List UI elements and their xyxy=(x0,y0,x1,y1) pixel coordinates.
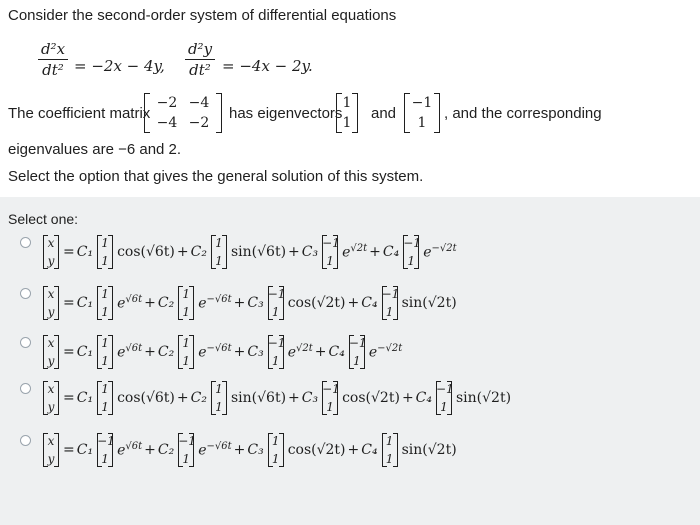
constant-c1: C₁ xyxy=(76,344,94,360)
vector-cell: 1 xyxy=(182,336,190,350)
solution-vector xyxy=(43,235,59,269)
question-prompt: Select the option that gives the general solution of this system. xyxy=(8,168,424,185)
function-term-3: cos(√2t) xyxy=(287,442,346,458)
vector-term-3 xyxy=(268,433,284,467)
vector-term-2 xyxy=(211,235,227,269)
option-expression: x y = C₁ −1 1 $e^{√6t}$ + C₂ −1 1 $e^{-√6t}$ + C₃ 1 1 cos(√2t) + C₄ 1 1 sin(√2t) xyxy=(40,431,458,469)
function-term-2: sin(√6t) xyxy=(230,390,287,406)
function-term-1: $e^{√6t}$ xyxy=(117,294,143,312)
eq2-derivative xyxy=(185,40,215,79)
eigenvector-cell: 1 xyxy=(417,115,427,131)
vector-term-2 xyxy=(178,433,194,467)
constant-c2: C₂ xyxy=(157,442,175,458)
vector-cell: 1 xyxy=(271,305,280,319)
coef-text-3: , and the corresponding xyxy=(444,105,602,122)
vector-cell: 1 xyxy=(440,400,448,414)
exponent: −√2t xyxy=(377,343,403,355)
vector-term-3 xyxy=(268,335,284,369)
vector-cell: 1 xyxy=(101,400,109,414)
eq1-rhs: = −2x − 4y, xyxy=(74,57,165,75)
constant-c2: C₂ xyxy=(157,295,175,311)
eq1-numerator: d²x xyxy=(40,40,66,58)
function-term-1: cos(√6t) xyxy=(117,390,175,406)
eigenvector-2 xyxy=(404,93,440,133)
matrix-cell: −4 xyxy=(188,95,210,111)
vector-cell: 1 xyxy=(215,254,223,268)
solution-vector xyxy=(43,381,59,415)
vector-cell: 1 xyxy=(352,354,361,368)
vector-cell: 1 xyxy=(101,382,109,396)
matrix-cell: −2 xyxy=(156,95,178,111)
constant-c1: C₁ xyxy=(76,295,94,311)
constant-c1: C₁ xyxy=(76,390,94,406)
vector-cell: −1 xyxy=(403,236,421,250)
option-expression: x y = C₁ 1 1 cos(√6t) + C₂ 1 1 sin(√6t) + C₃ −1 1 cos(√2t) + C₄ −1 1 sin(√2t) xyxy=(40,379,512,417)
exponent: √6t xyxy=(125,343,143,355)
matrix-cell: −2 xyxy=(188,115,210,131)
radio-button[interactable] xyxy=(20,237,31,248)
and-text: and xyxy=(371,105,397,122)
constant-c4: C₄ xyxy=(361,295,378,311)
vector-cell: 1 xyxy=(215,400,223,414)
constant-c4: C₄ xyxy=(415,390,432,406)
coefficient-matrix xyxy=(144,93,222,133)
vector-term-1 xyxy=(97,335,113,369)
exponent: √2t xyxy=(350,243,368,255)
vector-term-4 xyxy=(403,235,419,269)
answer-option[interactable] xyxy=(20,233,690,271)
constant-c3: C₃ xyxy=(247,295,264,311)
vector-term-4 xyxy=(382,286,398,320)
vector-cell: −1 xyxy=(322,236,340,250)
eq2-numerator: d²y xyxy=(187,40,213,58)
vector-cell: y xyxy=(47,452,55,466)
exponent: −√6t xyxy=(206,441,232,453)
constant-c1: C₁ xyxy=(76,442,94,458)
exponent: √2t xyxy=(295,343,313,355)
vector-cell: 1 xyxy=(101,305,109,319)
solution-vector xyxy=(43,433,59,467)
vector-cell: 1 xyxy=(182,354,190,368)
vector-cell: 1 xyxy=(385,305,394,319)
function-term-4: sin(√2t) xyxy=(401,442,457,458)
vector-cell: 1 xyxy=(271,452,280,466)
exponent: √6t xyxy=(125,441,143,453)
radio-button[interactable] xyxy=(20,337,31,348)
matrix-cell: −4 xyxy=(156,115,178,131)
eigenvector-cell: 1 xyxy=(342,95,352,111)
option-expression: x y = C₁ 1 1 cos(√6t) + C₂ 1 1 sin(√6t) + C₃ −1 1 $e^{√2t}$ + C₄ −1 1 $e^{-√2t}$ xyxy=(40,233,458,271)
constant-c3: C₃ xyxy=(301,244,319,260)
vector-cell: −1 xyxy=(267,287,286,301)
function-term-3: cos(√2t) xyxy=(287,295,346,311)
eq1-derivative xyxy=(38,40,68,79)
vector-cell: y xyxy=(47,400,55,414)
vector-cell: 1 xyxy=(182,452,190,466)
vector-term-2 xyxy=(178,335,194,369)
constant-c3: C₃ xyxy=(247,344,264,360)
vector-term-1 xyxy=(97,433,113,467)
vector-cell: −1 xyxy=(348,336,367,350)
option-expression: x y = C₁ 1 1 $e^{√6t}$ + C₂ 1 1 $e^{-√6t}$ + C₃ −1 1 cos(√2t) + C₄ −1 1 sin(√2t) xyxy=(40,284,458,322)
vector-cell: −1 xyxy=(436,382,454,396)
vector-term-1 xyxy=(97,235,113,269)
function-term-4: $e^{-√2t}$ xyxy=(423,243,457,261)
function-term-3: cos(√2t) xyxy=(342,390,400,406)
vector-cell: 1 xyxy=(101,236,109,250)
vector-cell: 1 xyxy=(385,452,394,466)
coef-text-2: has eigenvectors xyxy=(229,105,343,122)
vector-cell: 1 xyxy=(326,254,334,268)
vector-cell: x xyxy=(47,287,55,301)
vector-term-1 xyxy=(97,286,113,320)
vector-cell: 1 xyxy=(407,254,416,268)
radio-button[interactable] xyxy=(20,435,31,446)
vector-cell: 1 xyxy=(271,434,280,448)
constant-c4: C₄ xyxy=(328,344,345,360)
eigenvalues-text: eigenvalues are −6 and 2. xyxy=(8,141,182,158)
vector-cell: x xyxy=(47,382,55,396)
vector-cell: −1 xyxy=(97,434,115,448)
vector-term-4 xyxy=(436,381,452,415)
vector-term-2 xyxy=(211,381,227,415)
vector-cell: x xyxy=(47,434,55,448)
vector-cell: 1 xyxy=(101,354,109,368)
vector-cell: 1 xyxy=(215,236,223,250)
exponent: −√6t xyxy=(206,294,232,306)
question-intro: Consider the second-order system of differential equations xyxy=(8,7,397,24)
answer-option[interactable] xyxy=(20,333,690,371)
vector-term-4 xyxy=(382,433,398,467)
vector-cell: 1 xyxy=(182,287,190,301)
answer-option[interactable] xyxy=(20,284,690,322)
constant-c2: C₂ xyxy=(190,390,207,406)
vector-cell: y xyxy=(47,254,55,268)
vector-cell: y xyxy=(47,354,55,368)
vector-cell: 1 xyxy=(101,336,109,350)
eigenvector-cell: 1 xyxy=(342,115,352,131)
function-term-1: $e^{√6t}$ xyxy=(117,441,143,459)
radio-button[interactable] xyxy=(20,288,31,299)
vector-term-4 xyxy=(349,335,365,369)
vector-cell: −1 xyxy=(178,434,196,448)
eq1-denominator: dt² xyxy=(42,61,64,79)
exponent: −√6t xyxy=(206,343,232,355)
vector-term-3 xyxy=(322,235,338,269)
constant-c1: C₁ xyxy=(76,244,94,260)
constant-c2: C₂ xyxy=(190,244,207,260)
vector-cell: 1 xyxy=(271,354,280,368)
function-term-4: sin(√2t) xyxy=(456,390,512,406)
constant-c4: C₄ xyxy=(361,442,378,458)
vector-cell: 1 xyxy=(326,400,334,414)
solution-vector xyxy=(43,335,59,369)
function-term-2: $e^{-√6t}$ xyxy=(198,343,232,361)
function-term-3: $e^{√2t}$ xyxy=(287,343,313,361)
select-one-label: Select one: xyxy=(8,211,79,227)
constant-c4: C₄ xyxy=(382,244,400,260)
exponent: √6t xyxy=(125,294,143,306)
constant-c2: C₂ xyxy=(157,344,175,360)
function-term-2: sin(√6t) xyxy=(230,244,287,260)
vector-cell: −1 xyxy=(267,336,286,350)
vector-cell: 1 xyxy=(182,305,190,319)
function-term-3: $e^{√2t}$ xyxy=(342,243,368,261)
function-term-4: $e^{-√2t}$ xyxy=(368,343,403,361)
answer-option[interactable] xyxy=(20,431,690,469)
function-term-1: cos(√6t) xyxy=(117,244,175,260)
radio-button[interactable] xyxy=(20,383,31,394)
vector-cell: x xyxy=(47,236,55,250)
vector-term-3 xyxy=(268,286,284,320)
vector-term-3 xyxy=(322,381,338,415)
constant-c3: C₃ xyxy=(301,390,319,406)
function-term-2: $e^{-√6t}$ xyxy=(198,441,232,459)
vector-cell: 1 xyxy=(101,254,109,268)
vector-cell: −1 xyxy=(322,382,340,396)
vector-term-2 xyxy=(178,286,194,320)
vector-term-1 xyxy=(97,381,113,415)
vector-cell: 1 xyxy=(101,287,109,301)
constant-c3: C₃ xyxy=(247,442,264,458)
answer-option[interactable] xyxy=(20,379,690,417)
eigenvector-1 xyxy=(336,93,358,133)
vector-cell: x xyxy=(47,336,55,350)
coef-text-1: The coefficient matrix xyxy=(8,105,151,122)
function-term-4: sin(√2t) xyxy=(401,295,457,311)
vector-cell: 1 xyxy=(101,452,109,466)
exponent: −√2t xyxy=(431,243,457,255)
solution-vector xyxy=(43,286,59,320)
vector-cell: y xyxy=(47,305,55,319)
eigenvector-cell: −1 xyxy=(411,95,433,111)
vector-cell: 1 xyxy=(215,382,223,396)
vector-cell: 1 xyxy=(385,434,394,448)
function-term-1: $e^{√6t}$ xyxy=(117,343,143,361)
eq2-rhs: = −4x − 2y. xyxy=(222,57,313,75)
function-term-2: $e^{-√6t}$ xyxy=(198,294,232,312)
option-expression: x y = C₁ 1 1 $e^{√6t}$ + C₂ 1 1 $e^{-√6t}$ + C₃ −1 1 $e^{√2t}$ + C₄ −1 1 $e^{-√2t}$ xyxy=(40,333,403,371)
vector-cell: −1 xyxy=(381,287,400,301)
eq2-denominator: dt² xyxy=(189,61,211,79)
